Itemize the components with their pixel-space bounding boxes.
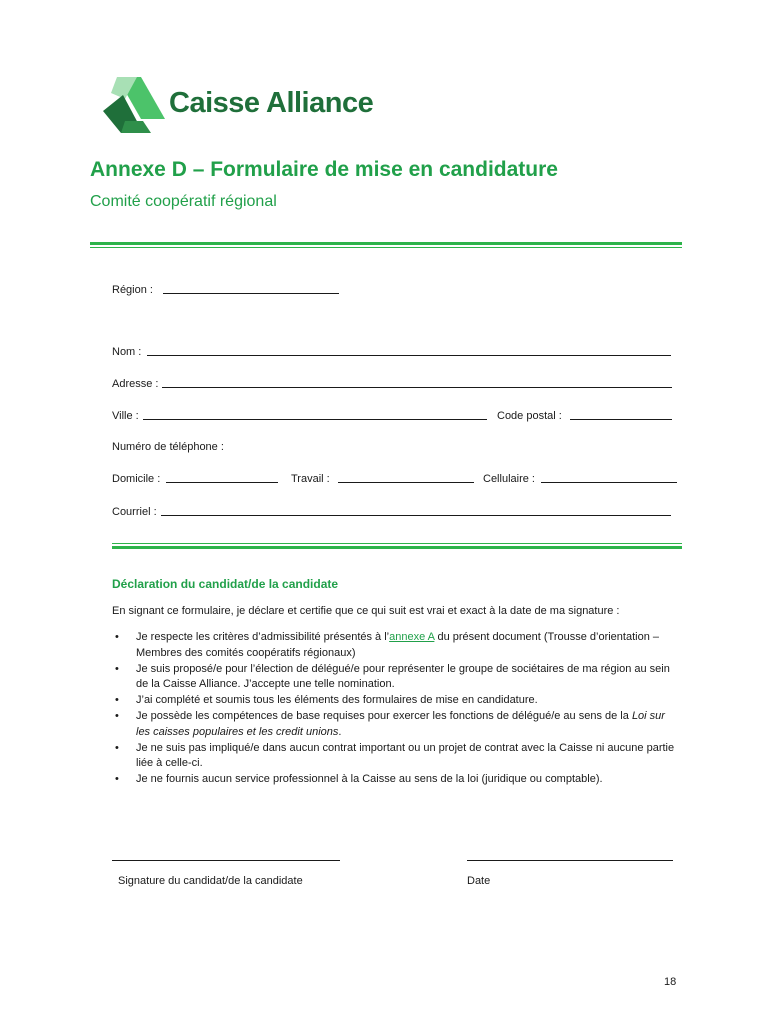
ville-field[interactable]	[112, 410, 487, 422]
domicile-field[interactable]	[112, 473, 278, 485]
domicile-blank[interactable]	[166, 481, 278, 483]
nom-label: Nom :	[112, 346, 142, 358]
list-item: • Je suis proposé/e pour l’élection de délégué/e pour représenter le groupe de sociétaires de ma région au sein de la Caisse Alliance. J’accepte une telle nomination.	[112, 662, 682, 694]
signature-line[interactable]	[112, 859, 340, 861]
code-postal-blank[interactable]	[570, 418, 672, 420]
signature-label: Signature du candidat/de la candidate	[118, 875, 303, 887]
domicile-label: Domicile :	[112, 473, 161, 485]
travail-field[interactable]	[291, 473, 474, 485]
courriel-blank[interactable]	[161, 514, 671, 516]
logo-mark-icon	[103, 77, 165, 133]
list-item: • Je ne suis pas impliqué/e dans aucun contrat important ou un projet de contrat avec la Caisse ni aucune partie liée à celle-ci.	[112, 741, 682, 773]
list-item: • Je respecte les critères d’admissibilité présentés à l’annexe A du présent document (Trousse d’orientation – Membres des comités coopératifs régionaux)	[112, 630, 682, 662]
ville-blank[interactable]	[143, 418, 487, 420]
page-number: 18	[664, 976, 677, 988]
page-subtitle: Comité coopératif régional	[90, 193, 277, 210]
region-field[interactable]	[112, 284, 339, 296]
cellulaire-field[interactable]	[483, 473, 677, 485]
adresse-field[interactable]	[112, 378, 672, 390]
form-divider	[112, 543, 682, 549]
date-line[interactable]	[467, 859, 673, 861]
region-label: Région :	[112, 284, 153, 296]
law-title: Loi sur les caisses populaires et les credit unions	[136, 709, 665, 738]
code-postal-field[interactable]	[497, 410, 672, 422]
caisse-alliance-logo	[103, 77, 373, 135]
declaration-intro: En signant ce formulaire, je déclare et certifie que ce qui suit est vrai et exact à la date de ma signature :	[112, 605, 620, 617]
logo-text: Caisse Alliance	[169, 87, 374, 119]
list-item: • J’ai complété et soumis tous les éléments des formulaires de mise en candidature.	[112, 693, 682, 709]
travail-label: Travail :	[291, 473, 330, 485]
nom-field[interactable]	[112, 346, 671, 358]
page-title: Annexe D – Formulaire de mise en candidature	[90, 158, 558, 181]
adresse-label: Adresse :	[112, 378, 159, 390]
nom-blank[interactable]	[147, 354, 671, 356]
courriel-label: Courriel :	[112, 506, 157, 518]
telephone-label: Numéro de téléphone :	[112, 441, 224, 453]
declaration-title: Déclaration du candidat/de la candidate	[112, 577, 339, 591]
cellulaire-blank[interactable]	[541, 481, 677, 483]
region-blank[interactable]	[163, 292, 339, 294]
annexe-a-link[interactable]: annexe A	[389, 631, 435, 643]
travail-blank[interactable]	[338, 481, 474, 483]
date-label: Date	[467, 875, 491, 887]
header-divider	[90, 242, 682, 248]
list-item: • Je ne fournis aucun service professionnel à la Caisse au sens de la loi (juridique ou comptable).	[112, 772, 682, 788]
cellulaire-label: Cellulaire :	[483, 473, 535, 485]
declaration-list	[112, 630, 682, 788]
list-item: • Je possède les compétences de base requises pour exercer les fonctions de délégué/e au sens de la Loi sur les caisses populaires et les credit unions.	[112, 709, 682, 741]
ville-label: Ville :	[112, 410, 139, 422]
courriel-field[interactable]	[112, 506, 671, 518]
code-postal-label: Code postal :	[497, 410, 562, 422]
adresse-blank[interactable]	[162, 386, 672, 388]
telephone-heading	[112, 441, 224, 453]
